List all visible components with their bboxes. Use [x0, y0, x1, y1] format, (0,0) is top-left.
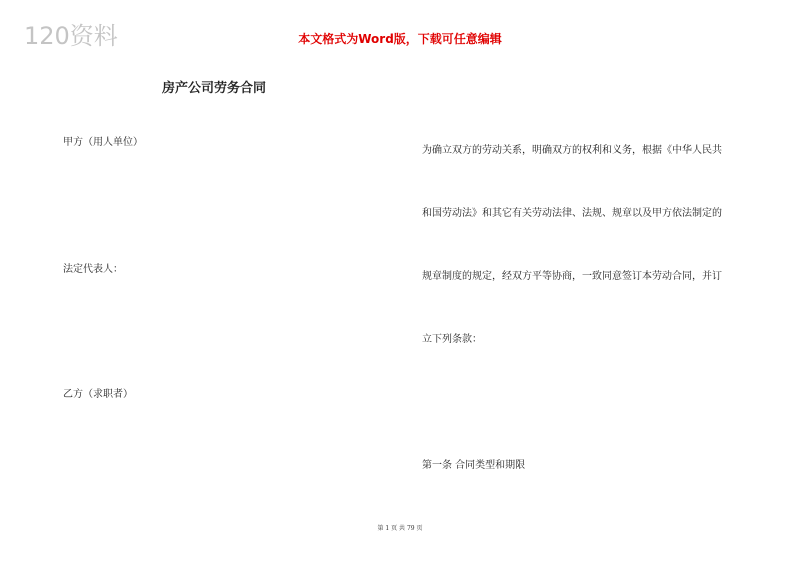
- format-notice-banner: 本文格式为Word版，下载可任意编辑: [298, 32, 502, 46]
- preamble-line: 立下列条款：: [422, 334, 482, 345]
- page-number: 第 1 页 共 79 页: [377, 525, 423, 532]
- document-title: 房产公司劳务合同: [162, 81, 267, 96]
- party-a-label: 甲方（用人单位）: [63, 137, 143, 148]
- preamble-line: 和国劳动法》和其它有关劳动法律、法规、规章以及甲方依法制定的: [422, 208, 722, 219]
- legal-representative-label: 法定代表人：: [63, 264, 123, 275]
- party-b-label: 乙方（求职者）: [63, 389, 133, 400]
- article-heading: 第一条 合同类型和期限: [422, 460, 526, 471]
- preamble-line: 规章制度的规定，经双方平等协商，一致同意签订本劳动合同，并订: [422, 271, 722, 282]
- watermark-logo: 120资料: [24, 22, 118, 50]
- preamble-line: 为确立双方的劳动关系，明确双方的权利和义务，根据《中华人民共: [422, 145, 722, 156]
